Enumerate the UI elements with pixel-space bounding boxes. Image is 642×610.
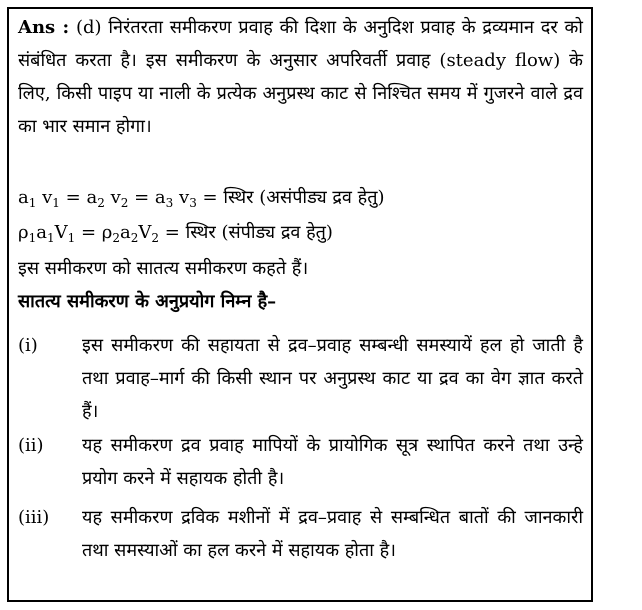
eq1-term-1: $a_1$ $v_1$ [18, 187, 60, 210]
item-text: यह समीकरण द्रव प्रवाह मापियों के प्रायोगिक सूत्र स्थापित करने तथा उन्हे प्रयोग करने में सहायक होती है। [82, 435, 583, 489]
answer-paragraph [18, 11, 583, 143]
answer-option: (d) [76, 17, 102, 38]
applications-heading: सातत्य समीकरण के अनुप्रयोग निम्न है– [18, 291, 277, 312]
statement-line: इस समीकरण को सातत्य समीकरण कहते हैं। [18, 258, 309, 279]
item-number: (ii) [18, 435, 44, 456]
item-number: (iii) [18, 507, 50, 528]
answer-label: Ans : [18, 17, 70, 38]
eq1-rhs: स्थिर (असंपीड्य द्रव हेतु) [223, 187, 385, 208]
item-text: इस समीकरण की सहायता से द्रव–प्रवाह सम्बन्धी समस्यायें हल हो जाती है तथा प्रवाह–मार्ग की किसी स्थान पर अनुप्रस्थ काट या द्रव का वेग ज्ञात करते हैं। [82, 335, 583, 422]
eq2-term-2: $\rho_2a_2V_2$ [101, 222, 160, 245]
eq1-term-3: $a_3$ $v_3$ [154, 187, 197, 210]
equation-compressible: $\rho_1a_1V_1 = \rho_2a_2V_2$ = स्थिर (संपीड्य द्रव हेतु) [18, 222, 333, 245]
eq2-term-1: $\rho_1a_1V_1$ [18, 222, 76, 245]
equation-incompressible: $a_1$ $v_1 = a_2$ $v_2 = a_3$ $v_3$ = स्थिर (असंपीड्य द्रव हेतु) [18, 187, 385, 210]
answer-box [7, 7, 593, 602]
eq2-rhs: स्थिर (संपीड्य द्रव हेतु) [185, 222, 333, 243]
item-text: यह समीकरण द्रविक मशीनों में द्रव–प्रवाह से सम्बन्धित बातों की जानकारी तथा समस्याओं का हल करने में सहायक होता है। [82, 507, 583, 561]
eq1-term-2: $a_2$ $v_2$ [86, 187, 129, 210]
item-number: (i) [18, 335, 38, 356]
answer-text: निरंतरता समीकरण प्रवाह की दिशा के अनुदिश प्रवाह के द्रव्यमान दर को संबंधित करता है। इस समीकरण के अनुसार अपरिवर्ती प्रवाह (steady flow) के लिए, किसी पाइप या नाली के प्रत्येक अनुप्रस्थ काट से निश्चित समय में गुजरने वाले द्रव का भार समान होगा। [18, 17, 583, 137]
